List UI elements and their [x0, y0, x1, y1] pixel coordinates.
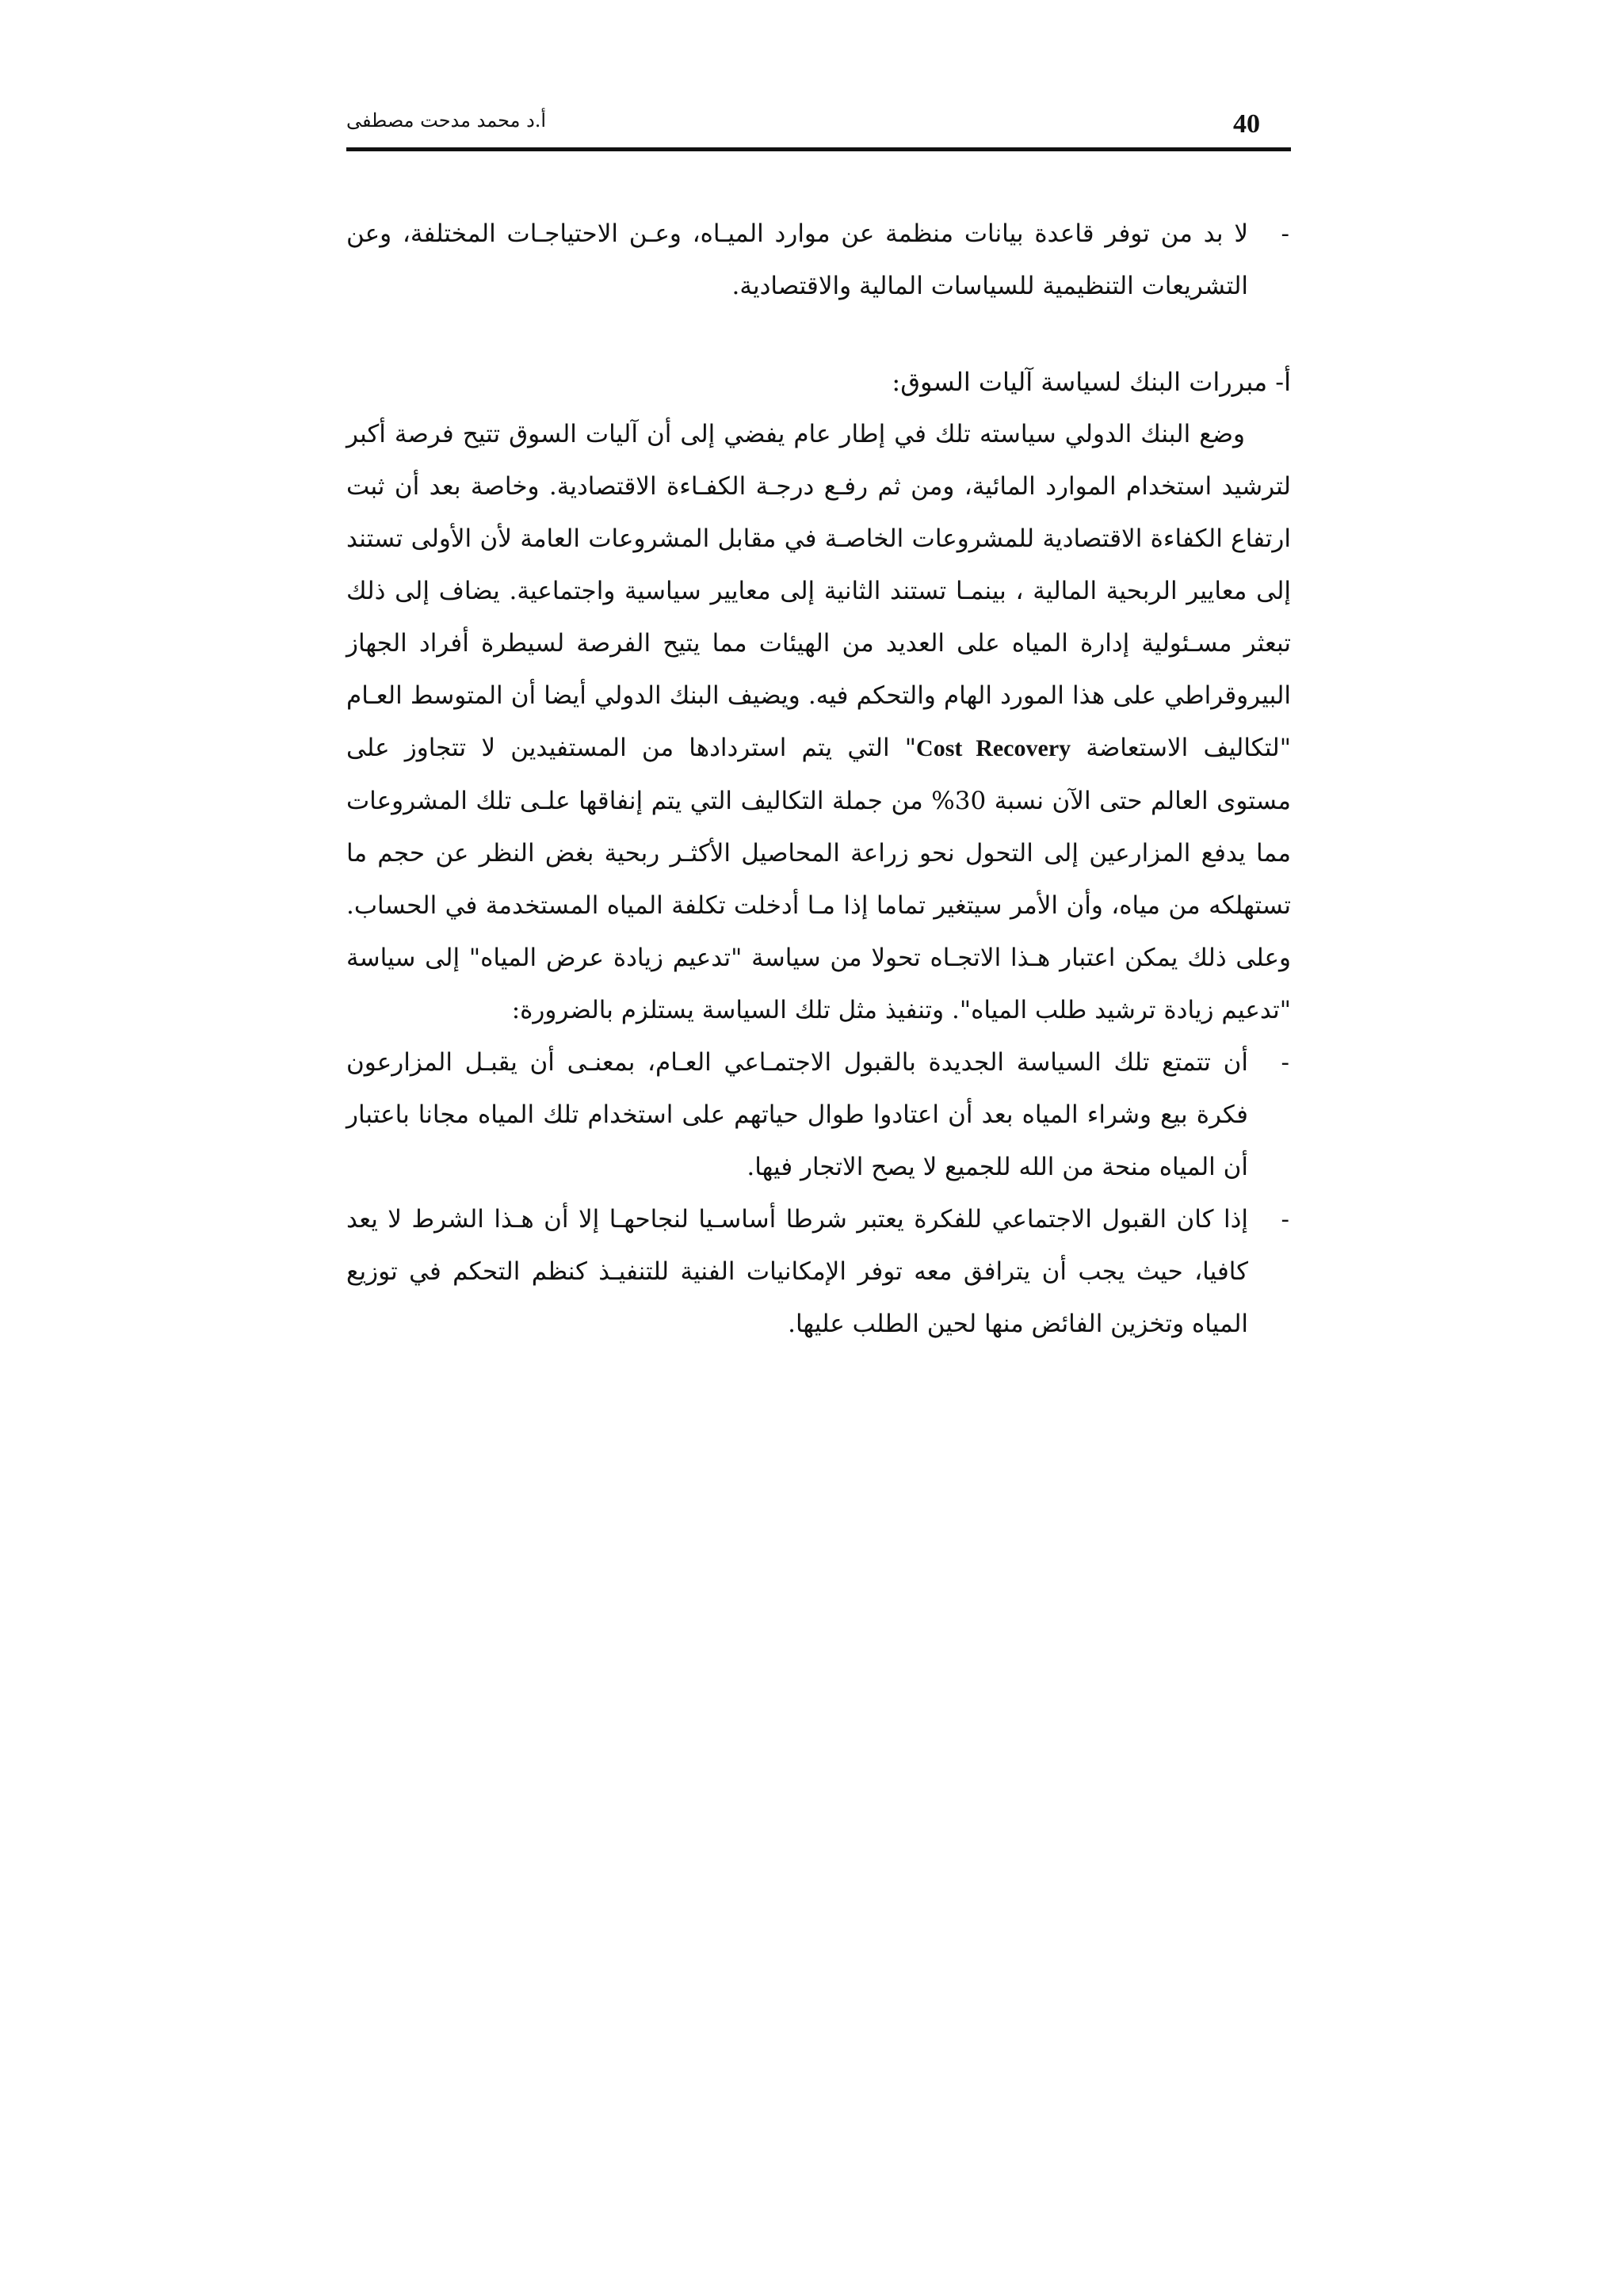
paragraph-text-part-1: وضع البنك الدولي سياسته تلك في إطار عام يفضي إلى أن آليات السوق تتيح فرصة أكبر لترشيد استخدام الموارد المائية، ومن ثم رفـع درجـة الكفـاءة الاقتصادية. وخاصة بعد أن ثبت ارتفاع الكفاءة الاقتصادية للمشروعات الخاصـة في مقابل المشروعات العامة لأن الأولى تستند إلى معايير الربحية المالية ، بينمـا تستند الثانية إلى معايير سياسية واجتماعية. يضاف إلى ذلك تبعثر مسـئولية إدارة المياه على العديد من الهيئات مما يتيح الفرصة لسيطرة أفراد الجهاز البيروقراطي على هذا المورد الهام والتحكم فيه. ويضيف البنك الدولي أيضا أن المتوسط العـام "لتكاليف الاستعاضة — [346, 420, 1291, 762]
body-paragraph — [346, 408, 1291, 1036]
body-text — [346, 208, 1291, 1350]
page-number: 40 — [1233, 109, 1260, 139]
bullet-dash: - — [1281, 1205, 1289, 1234]
paragraph-text-part-2: " التي يتم استردادها من المستفيدين لا تتجاوز على مستوى العالم حتى الآن نسبة 30% من جملة التكاليف التي يتم إنفاقها علـى تلك المشروعات مما يدفع المزارعين إلى التحول نحو زراعة المحاصيل الأكثـر ربحية بغض النظر عن حجم ما تستهلكه من مياه، وأن الأمر سيتغير تماما إذا مـا أدخلت تكلفة المياه المستخدمة في الحساب. وعلى ذلك يمكن اعتبار هـذا الاتجـاه تحولا من سياسة "تدعيم زيادة عرض المياه" إلى سياسة "تدعيم زيادة ترشيد طلب المياه". وتنفيذ مثل تلك السياسة يستلزم بالضرورة: — [346, 734, 1291, 1024]
bullet-item — [346, 1193, 1291, 1350]
bullet-item — [346, 1036, 1291, 1193]
bullet-text: إذا كان القبول الاجتماعي للفكرة يعتبر شرطا أساسـيا لنجاحهـا إلا أن هـذا الشرط لا يعد كافيا، حيث يجب أن يترافق معه توفر الإمكانيات الفنية للتنفيـذ كنظم التحكم في توزيع المياه وتخزين الفائض منها لحين الطلب عليها. — [346, 1205, 1248, 1338]
bullet-text: لا بد من توفر قاعدة بيانات منظمة عن موارد الميـاه، وعـن الاحتياجـات المختلفة، وعن التشريعات التنظيمية للسياسات المالية والاقتصادية. — [346, 219, 1248, 300]
section-heading: أ- مبررات البنك لسياسة آليات السوق: — [892, 367, 1291, 397]
running-head-author: أ.د محمد مدحت مصطفى — [346, 109, 547, 132]
header-rule — [346, 147, 1291, 151]
latin-term: Cost Recovery — [916, 735, 1071, 761]
bullet-dash: - — [1281, 1048, 1289, 1077]
bullet-text: أن تتمتع تلك السياسة الجديدة بالقبول الاجتمـاعي العـام، بمعنـى أن يقبـل المزارعون فكرة بيع وشراء المياه بعد أن اعتادوا طوال حياتهم على استخدام تلك المياه مجانا باعتبار أن المياه منحة من الله للجميع لا يصح الاتجار فيها. — [346, 1048, 1248, 1181]
bullet-dash: - — [1281, 219, 1289, 248]
bullet-item — [346, 208, 1291, 312]
